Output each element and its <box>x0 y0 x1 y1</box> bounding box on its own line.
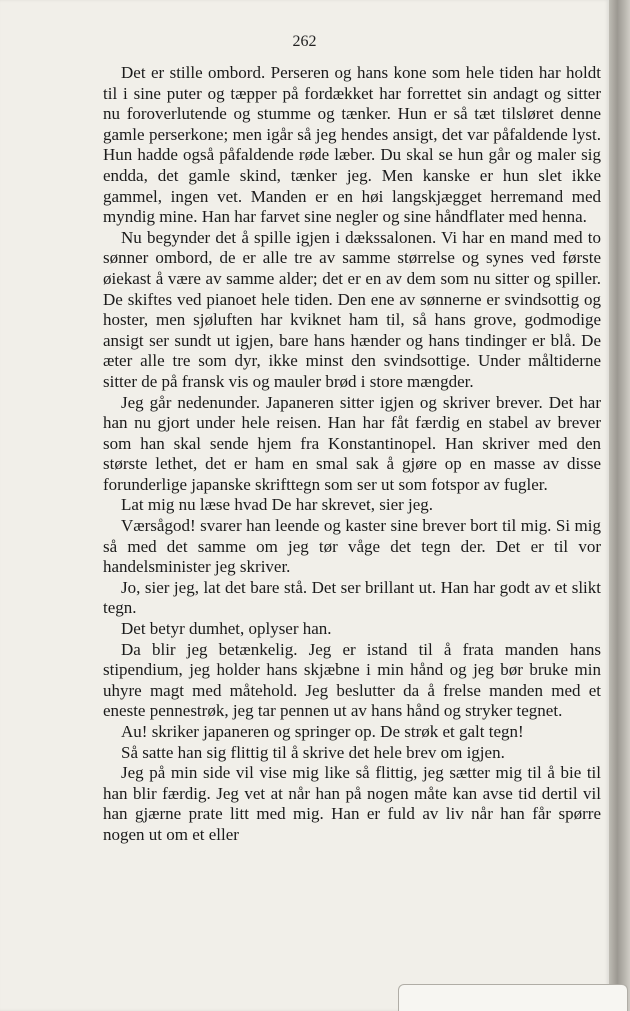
paragraph: Jo, sier jeg, lat det bare stå. Det ser brillant ut. Han har godt av et slikt tegn. <box>103 577 601 618</box>
paragraph: Jeg går nedenunder. Japaneren sitter igjen og skriver brever. Det har han nu gjort under hele reisen. Han har fåt færdig en stabel av brever som han skal sende hjem fra Konstantinopel. Han skriver med den største lethet, det er ham en smal sak å gjøre op en masse av disse forunderlige japanske skrifttegn som ser ut som fotspor av fugler. <box>103 392 601 494</box>
page-tab-decoration <box>398 984 628 1011</box>
paragraph: Nu begynder det å spille igjen i dækssalonen. Vi har en mand med to sønner ombord, de er alle tre av samme størrelse og synes ved første øiekast å være av samme alder; det er en av dem som nu sitter og spiller. De skiftes ved pianoet hele tiden. Den ene av sønnerne er svindsottig og hoster, men sjøluften har kviknet ham til, så hans grove, godmodige ansigt ser sundt ut igjen, bare hans hænder og hans tindinger er blå. De æter alle tre som dyr, ikke minst den svindsottige. Under måltiderne sitter de på fransk vis og mauler brød i store mængder. <box>103 227 601 391</box>
paragraph: Da blir jeg betænkelig. Jeg er istand til å frata manden hans stipendium, jeg holder hans skjæbne i min hånd og jeg bør bruke min uhyre magt med måtehold. Jeg beslutter da å frelse manden med et eneste pennestrøk, jeg tar pennen ut av hans hånd og stryker tegnet. <box>103 639 601 721</box>
paragraph: Lat mig nu læse hvad De har skrevet, sier jeg. <box>121 495 434 515</box>
paragraph: Det betyr dumhet, oplyser han. <box>121 619 332 639</box>
page-number: 262 <box>292 33 317 50</box>
paragraph: Det er stille ombord. Perseren og hans kone som hele tiden har holdt til i sine puter og tæpper på fordækket har forrettet sin andagt og sitter nu foroverlutende og stumme og tænker. Hun er så tæt tilsløret denne gamle perserkone; men igår så jeg hendes ansigt, det var påfaldende lyst. Hun hadde også påfaldende røde læber. Du skal se hun går og maler sig endda, det gamle skind, tænker jeg. Men kanske er hun slet ikke gammel, ingen vet. Manden er en høi langskjægget herremand med myndig mine. Han har farvet sine negler og sine håndflater med henna. <box>103 63 601 227</box>
paragraph: Værsågod! svarer han leende og kaster sine brever bort til mig. Si mig så med det samme om jeg tør våge det tegn der. Det er til vor handelsminister jeg skriver. <box>103 516 601 577</box>
book-page-edge <box>609 0 630 1011</box>
paragraph: Så satte han sig flittig til å skrive det hele brev om igjen. <box>121 742 505 762</box>
body-text <box>103 63 601 846</box>
paragraph: Au! skriker japaneren og springer op. De strøk et galt tegn! <box>121 722 524 741</box>
paragraph: Jeg på min side vil vise mig like så flittig, jeg sætter mig til å bie til han blir færdig. Jeg vet at når han på nogen måte kan avse tid dertil vil han gjærne prate litt med mig. Han er fuld av liv når han får spørre nogen ut om et eller <box>103 763 601 844</box>
